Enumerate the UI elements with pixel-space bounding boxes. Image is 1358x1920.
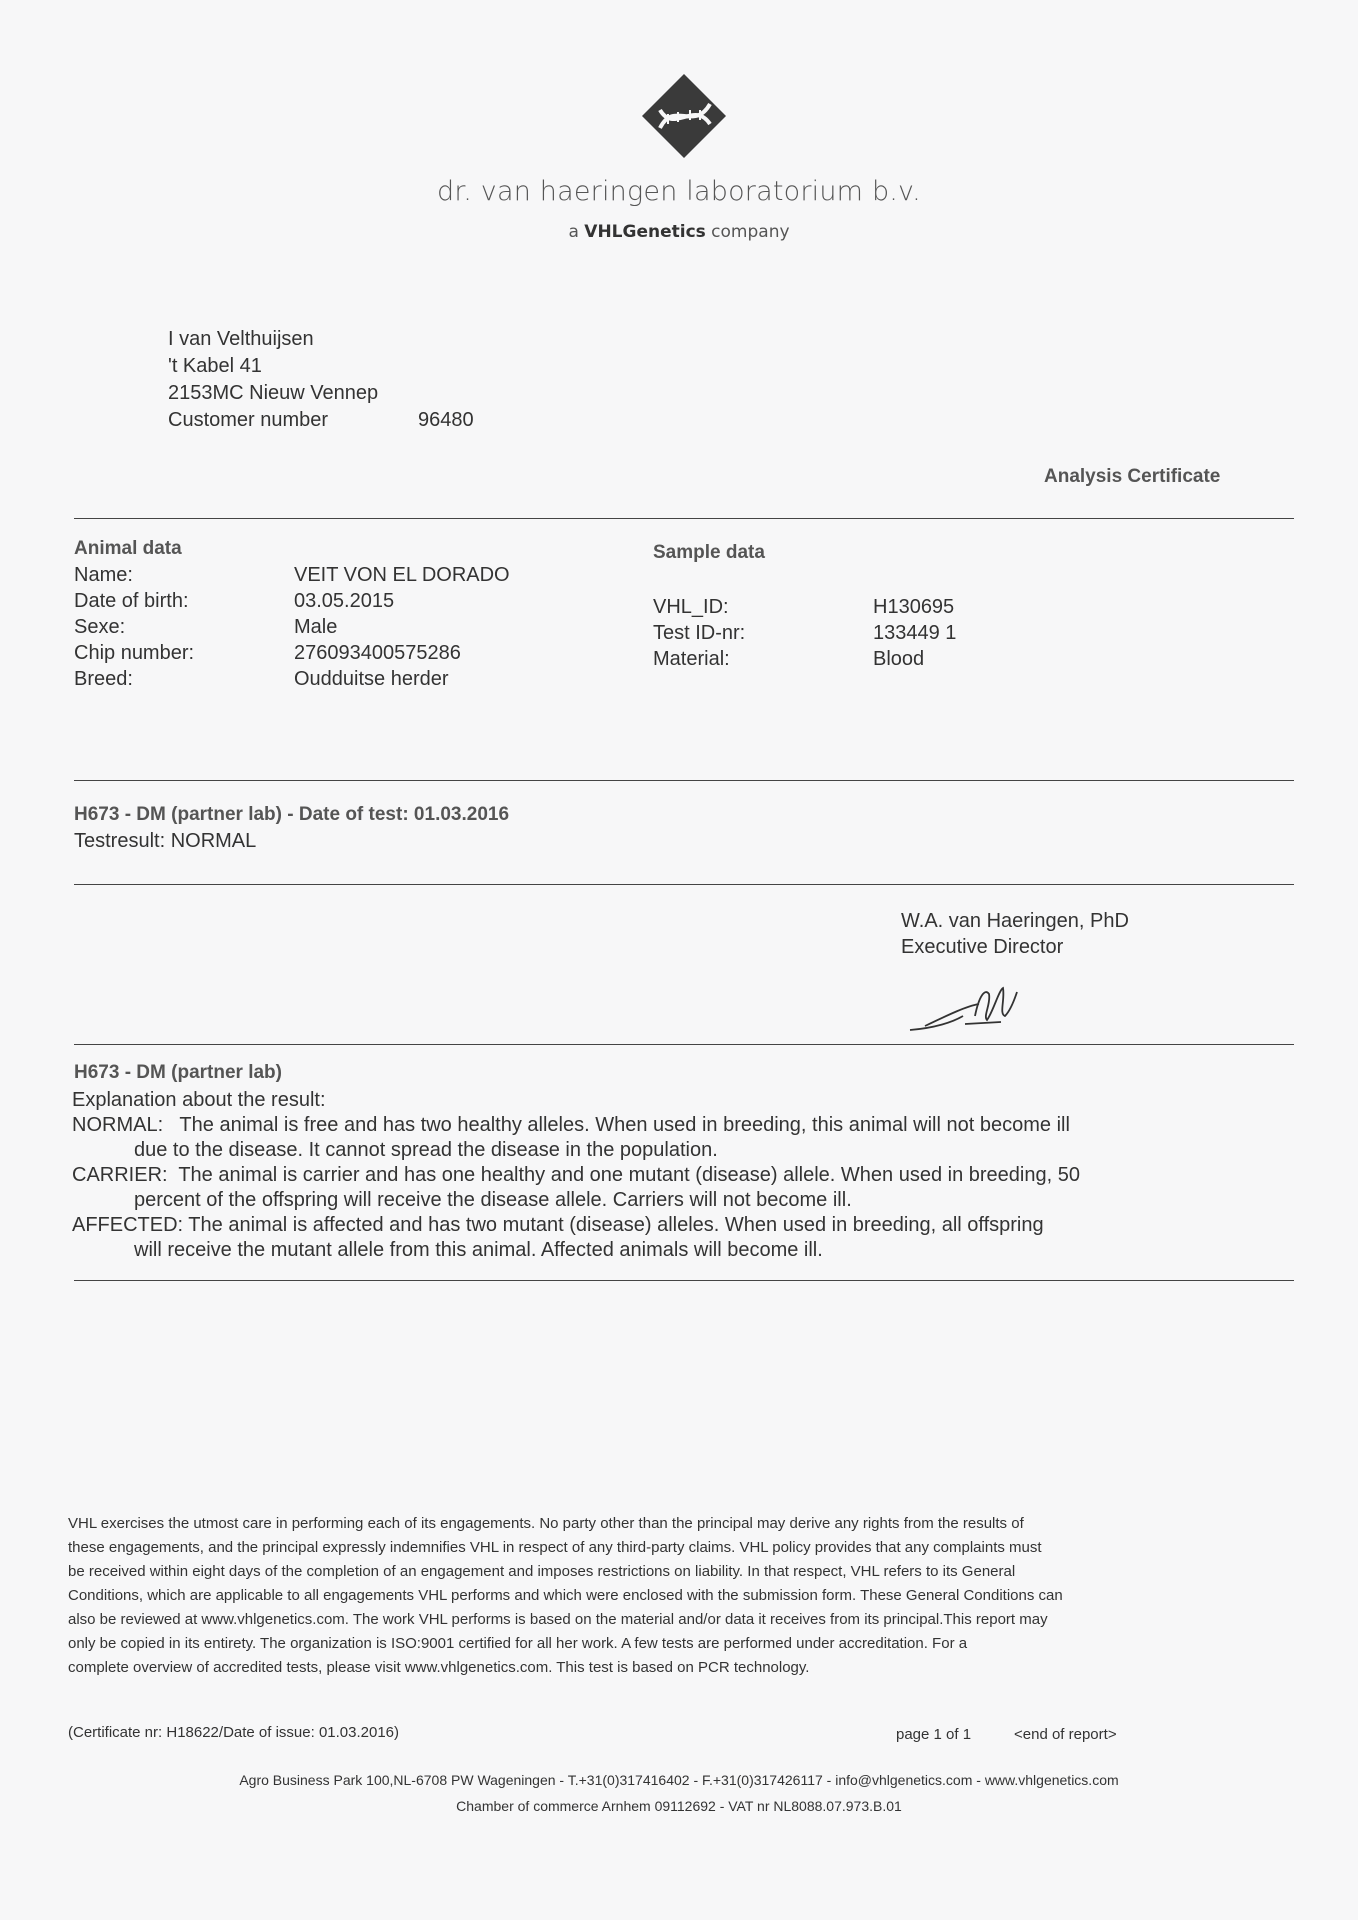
divider <box>74 884 1294 885</box>
signatory-name: W.A. van Haeringen, PhD <box>901 910 1129 932</box>
brand-name: VHLGenetics <box>584 222 706 242</box>
signatory-block <box>901 908 1129 960</box>
vhl-logo-icon <box>638 70 730 162</box>
page-number: page 1 of 1 <box>896 1726 972 1743</box>
certificate-title: Analysis Certificate <box>1044 466 1221 487</box>
divider <box>74 1280 1294 1281</box>
footer-registration: Chamber of commerce Arnhem 09112692 - VAT nr NL8088.07.973.B.01 <box>456 1798 902 1814</box>
end-of-report: <end of report> <box>1014 1726 1117 1743</box>
customer-name: I van Velthuijsen <box>168 328 314 350</box>
explanation-intro: Explanation about the result: <box>72 1089 326 1111</box>
customer-number-value: 96480 <box>418 409 474 431</box>
animal-row: Breed: Oudduitse herder <box>74 668 449 690</box>
sample-row: Material: Blood <box>653 648 925 670</box>
sample-data-heading: Sample data <box>653 542 765 563</box>
legal-disclaimer: VHL exercises the utmost care in performing each of its engagements. No party other than the principal may derive any rights from the results of these engagements, and the principal expressly indemnifies VHL in respect of any third-party claims. VHL policy provides that any complaints must be received within eight days of the completion of an engagement and imposes restrictions on liability. In that respect, VHL refers to its General Conditions, which are applicable to all engagements VHL performs and which were enclosed with the submission form. These General Conditions can also be reviewed at www.vhlgenetics.com. The work VHL performs is based on the material and/or data it receives from its principal.This report may only be copied in its entirety. The organization is ISO:9001 certified for all her work. A few tests are performed under accreditation. For a complete overview of accredited tests, please visit www.vhlgenetics.com. This test is based on PCR technology. <box>68 1515 1063 1676</box>
explanation-block <box>72 1088 1252 1263</box>
footer-address: Agro Business Park 100,NL-6708 PW Wageningen - T.+31(0)317416402 - F.+31(0)317426117 - info@vhlgenetics.com - www.vhlgenetics.com <box>239 1772 1119 1788</box>
company-name: dr. van haeringen laboratorium b.v. <box>437 176 921 207</box>
test-result: Testresult: NORMAL <box>74 830 257 852</box>
sample-row: VHL_ID: H130695 <box>653 596 955 618</box>
customer-street: 't Kabel 41 <box>168 355 262 377</box>
animal-data-table <box>74 562 510 692</box>
divider <box>74 780 1294 781</box>
divider <box>74 1044 1294 1045</box>
customer-postal-city: 2153MC Nieuw Vennep <box>168 382 379 404</box>
affected-text-cont: will receive the mutant allele from this animal. Affected animals will become ill. <box>134 1239 823 1261</box>
carrier-text: CARRIER: The animal is carrier and has one healthy and one mutant (disease) allele. When used in breeding, 50 <box>72 1164 1080 1186</box>
signature-image <box>905 976 1035 1046</box>
divider <box>74 518 1294 519</box>
sample-row: Test ID-nr: 133449 1 <box>653 622 957 644</box>
animal-row: Name: VEIT VON EL DORADO <box>74 564 510 586</box>
animal-row: Date of birth: 03.05.2015 <box>74 590 395 612</box>
company-tagline: a VHLGenetics company <box>568 222 790 242</box>
customer-address <box>168 326 474 434</box>
signatory-title: Executive Director <box>901 936 1064 958</box>
customer-number-label: Customer number <box>168 409 329 431</box>
explanation-heading: H673 - DM (partner lab) <box>74 1062 282 1083</box>
affected-text: AFFECTED: The animal is affected and has two mutant (disease) alleles. When used in breeding, all offspring <box>72 1214 1044 1236</box>
animal-data-heading: Animal data <box>74 538 182 559</box>
sample-data-table <box>653 594 956 672</box>
normal-text-cont: due to the disease. It cannot spread the disease in the population. <box>134 1139 718 1161</box>
certificate-number: (Certificate nr: H18622/Date of issue: 01.03.2016) <box>68 1724 400 1741</box>
animal-row: Sexe: Male <box>74 616 338 638</box>
carrier-text-cont: percent of the offspring will receive the disease allele. Carriers will not become ill. <box>134 1189 852 1211</box>
animal-row: Chip number: 276093400575286 <box>74 642 461 664</box>
test-heading: H673 - DM (partner lab) - Date of test: 01.03.2016 <box>74 804 510 825</box>
normal-text: NORMAL: The animal is free and has two healthy alleles. When used in breeding, this animal will not become ill <box>72 1114 1070 1136</box>
